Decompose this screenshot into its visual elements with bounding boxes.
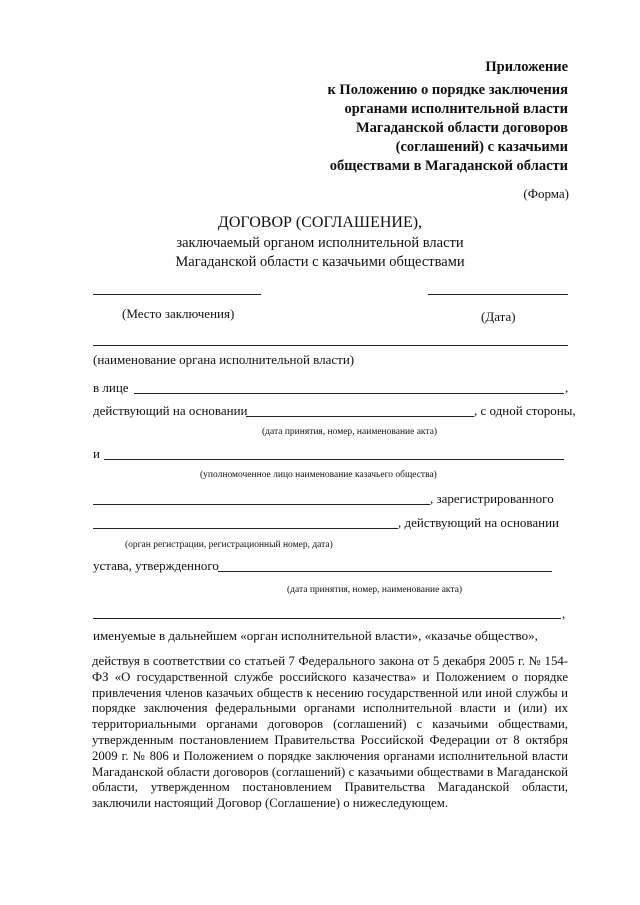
registration-field-line	[93, 504, 430, 505]
acting-basis-field-line	[246, 416, 474, 417]
appendix-label: Приложение	[485, 59, 568, 75]
document-subtitle: заключаемый органом исполнительной власти	[176, 235, 464, 251]
place-field-line	[93, 294, 261, 295]
act-details-hint: (дата принятия, номер, наименование акта)	[262, 427, 438, 437]
referred-as-line: именуемые в дальнейшем «орган исполнительной власти», «казачье общество»,	[93, 628, 538, 643]
acting-basis-label-2: , действующий на основании	[398, 515, 560, 530]
form-label: (Форма)	[523, 186, 569, 201]
acting-basis-label: действующий на основании	[93, 403, 248, 418]
appendix-reference-line: (соглашений) с казачьими	[395, 139, 568, 155]
document-subtitle: Магаданской области с казачьими обществами	[175, 254, 465, 270]
one-side-label: , с одной стороны,	[474, 403, 576, 418]
and-label: и	[93, 446, 100, 461]
represented-by-label: в лице	[93, 380, 129, 395]
authority-label: (наименование органа исполнительной власти)	[93, 352, 355, 367]
registered-label: , зарегистрированного	[430, 491, 554, 506]
date-label: (Дата)	[481, 309, 516, 324]
registration-details-field-line	[93, 528, 398, 529]
representative-field-line	[134, 393, 564, 394]
cossack-society-field-line	[104, 459, 564, 460]
additional-field-line	[93, 618, 561, 619]
comma: ,	[565, 380, 569, 395]
appendix-reference-line: обществами в Магаданской области	[329, 158, 568, 174]
comma-end: ,	[562, 606, 566, 621]
preamble-paragraph: действуя в соответствии со статьей 7 Федерального закона от 5 декабря 2005 г. № 154-ФЗ «О государственной службе российского казачества» и Положением о порядке привлечения членов казачьих обществ к несению государственной или иной службы и порядке заключения федеральными органами исполнительной власти и (или) их территориальными органами договоров (соглашений) с казачьими обществами, утвержденным постановлением Правительства Российской Федерации от 8 октября 2009 г. № 806 и Положением о порядке заключения органами исполнительной власти Магаданской области договоров (соглашений) с казачьими обществами в Магаданской области, утвержденном постановлением Правительства Магаданской области, заключили настоящий Договор (Соглашение) о нижеследующем.	[92, 654, 568, 811]
charter-label: устава, утвержденного	[93, 558, 219, 573]
charter-field-line	[218, 571, 552, 572]
authority-field-line	[93, 345, 568, 346]
document-title: ДОГОВОР (СОГЛАШЕНИЕ),	[217, 214, 423, 231]
place-label: (Место заключения)	[122, 306, 235, 321]
appendix-reference-line: органами исполнительной власти	[344, 101, 568, 117]
cossack-representative-hint: (уполномоченное лицо наименование казачьего общества)	[200, 470, 437, 480]
date-field-line	[428, 294, 568, 295]
appendix-reference-line: к Положению о порядке заключения	[327, 82, 568, 98]
appendix-reference-line: Магаданской области договоров	[355, 120, 568, 136]
act-details-hint-2: (дата принятия, номер, наименование акта)	[287, 585, 463, 595]
registration-details-hint: (орган регистрации, регистрационный номер, дата)	[125, 540, 333, 550]
